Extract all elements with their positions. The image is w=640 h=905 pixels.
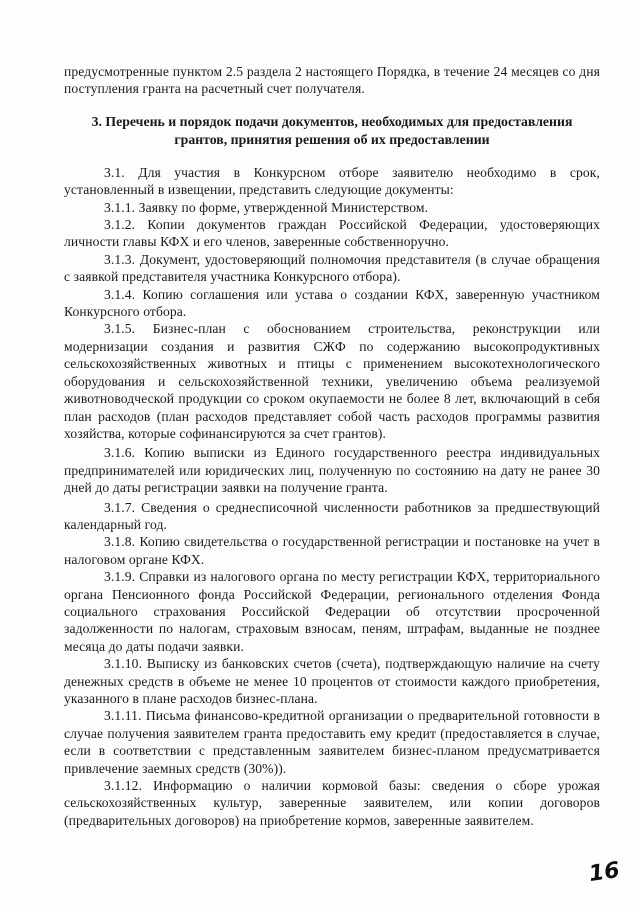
paragraph-3-1-8: 3.1.8. Копию свидетельства о государственной регистрации и постановке на учет в налоговом органе КФХ. (64, 534, 600, 567)
page-number: 16 (587, 857, 622, 888)
section-heading: 3. Перечень и порядок подачи документов, необходимых для предоставления грантов, принятия решения об их предоставлении (91, 113, 573, 147)
paragraph-3-1-3: 3.1.3. Документ, удостоверяющий полномочия представителя (в случае обращения с заявкой представителя участника Конкурсного отбора). (64, 251, 600, 285)
paragraph-3-1-4: 3.1.4. Копию соглашения или устава о создании КФХ, заверенную участником Конкурсного отбора. (64, 286, 600, 320)
paragraph-3-1: 3.1. Для участия в Конкурсном отборе заявителю необходимо в срок, установленный в извещении, представить следующие документы: (64, 164, 600, 198)
paragraph-3-1-9: 3.1.9. Справки из налогового органа по месту регистрации КФХ, территориального органа Пенсионного фонда Российской Федерации, регионального отделения Фонда социального страхования Российской Федерации об отсутствии просроченной задолженности по налогам, страховым взносам, пеням, штрафам, выданные не позднее месяца до даты подачи заявки. (64, 569, 600, 654)
paragraph-3-1-2: 3.1.2. Копии документов граждан Российской Федерации, удостоверяющих личности главы КФХ и его членов, заверенные собственноручно. (64, 217, 600, 250)
paragraph-3-1-1: 3.1.1. Заявку по форме, утвержденной Министерством. (104, 199, 429, 215)
paragraph-3-1-10: 3.1.10. Выписку из банковских счетов (счета), подтверждающую наличие на счету денежных средств в объеме не менее 10 процентов от стоимости каждого приобретения, указанного в плане расходов бизнес-плана. (64, 656, 600, 706)
paragraph-3-1-12: 3.1.12. Информацию о наличии кормовой базы: сведения о сборе урожая сельскохозяйственных культур, заверенные заявителем, или копии договоров (предварительных договоров) на приобретение кормов, заверенные заявителем. (64, 778, 600, 828)
paragraph-3-1-5: 3.1.5. Бизнес-план с обоснованием строительства, реконструкции или модернизации создания и развития СЖФ по содержанию высокопродуктивных сельскохозяйственных животных и птицы с применением высокотехнологического оборудования и сельскохозяйственной техники, увеличению объема реализуемой животноводческой продукции со сроком окупаемости не более 8 лет, включающий в себя план расходов (план расходов представляет собой часть расходов программы развития хозяйства, которые софинансируются за счет грантов). (64, 321, 600, 441)
paragraph-3-1-11: 3.1.11. Письма финансово-кредитной организации о предварительной готовности в случае получения заявителем гранта предоставить ему кредит (предоставляется в случае, если в соответствии с представленным заявителем бизнес-планом предусматривается привлечение заемных средств (30%)). (64, 708, 600, 776)
paragraph-3-1-7: 3.1.7. Сведения о среднесписочной численности работников за предшествующий календарный год. (64, 499, 600, 532)
intro-paragraph: предусмотренные пунктом 2.5 раздела 2 настоящего Порядка, в течение 24 месяцев со дня поступления гранта на расчетный счет получателя. (64, 64, 600, 97)
paragraph-3-1-6: 3.1.6. Копию выписки из Единого государственного реестра индивидуальных предпринимателей или юридических лиц, полученную по состоянию на дату не ранее 30 дней до даты регистрации заявки на получение гранта. (64, 445, 600, 496)
